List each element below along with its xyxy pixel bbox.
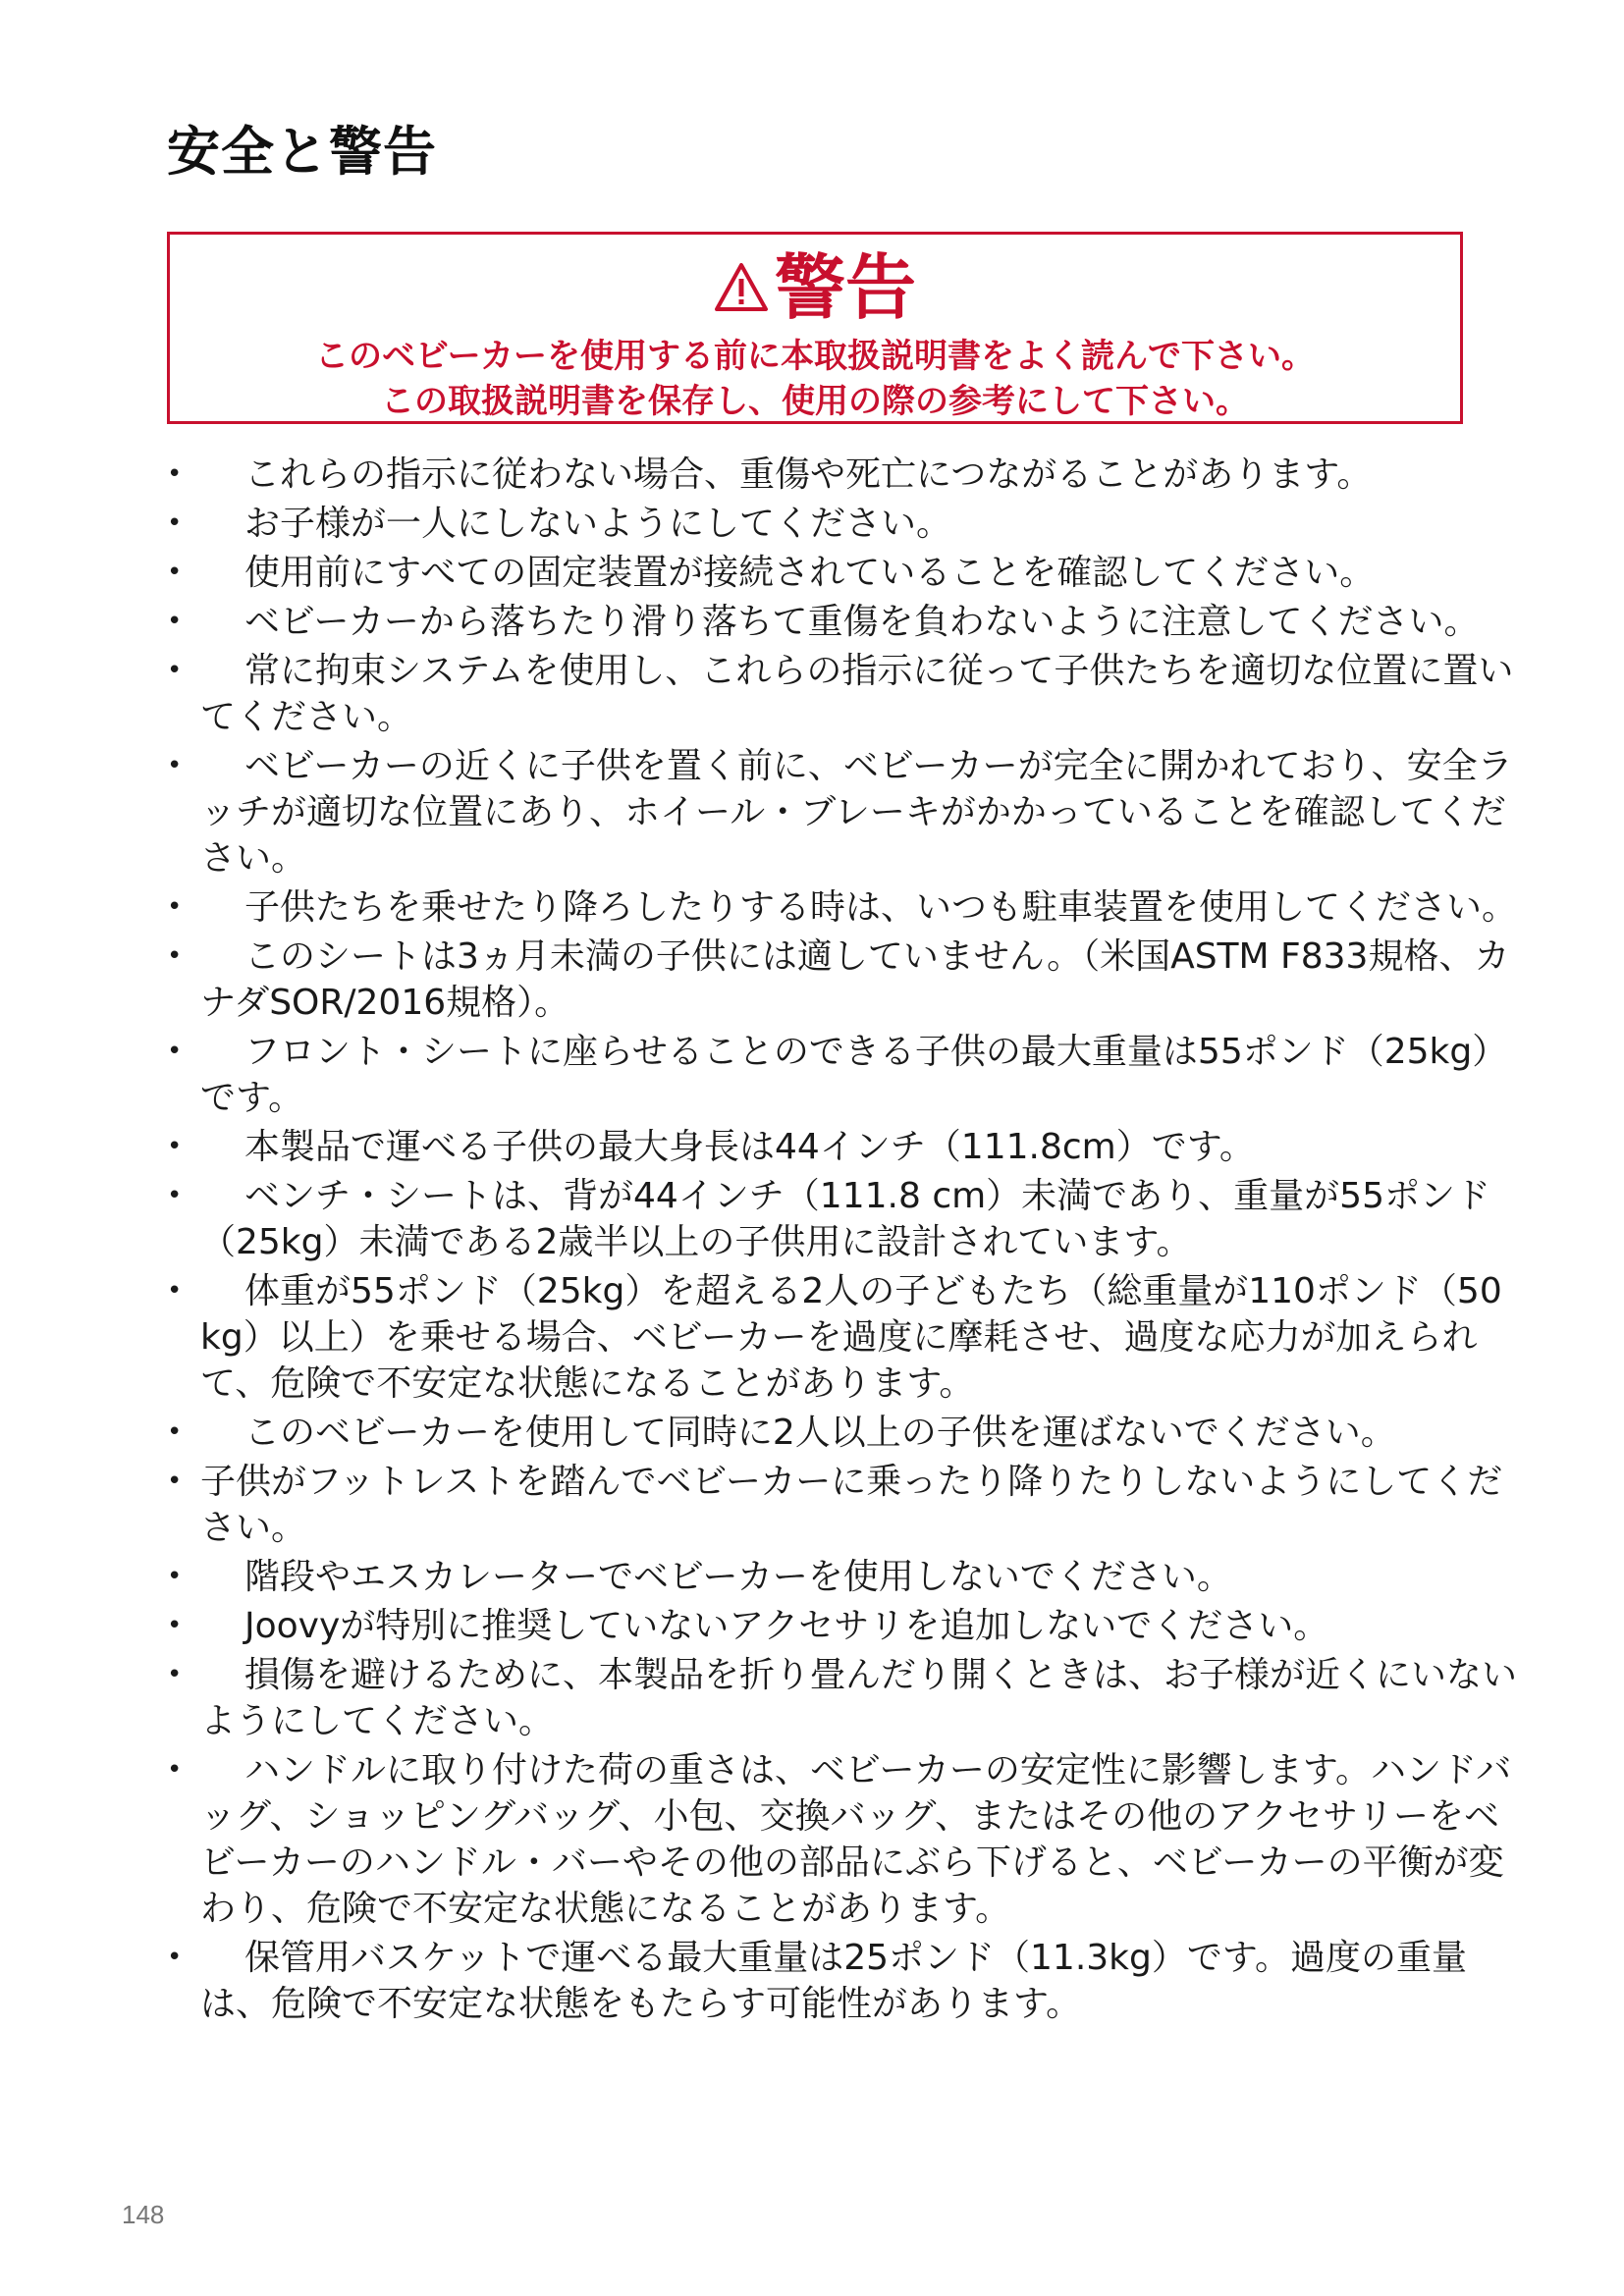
list-item: • これらの指示に従わない場合、重傷や死亡につながることがあります。 — [167, 452, 1522, 498]
list-item: • 損傷を避けるために、本製品を折り畳んだり開くときは、お子様が近くにいないようにしてください。 — [167, 1652, 1522, 1744]
bullet-icon: • — [167, 1037, 183, 1066]
warning-line-1: このベビーカーを使用する前に本取扱説明書をよく読んで下さい。 — [315, 337, 1315, 376]
bullet-icon: • — [167, 1467, 183, 1496]
list-item: • お子様が一人にしないようにしてください。 — [167, 501, 1522, 547]
list-item: • 保管用バスケットで運べる最大重量は25ポンド（11.3kg）です。過度の重量は、危険で不安定な状態をもたらす可能性があります。 — [167, 1935, 1522, 2027]
list-item: • ベビーカーの近くに子供を置く前に、ベビーカーが完全に開かれており、安全ラッチが適切な位置にあり、ホイール・ブレーキがかかっていることを確認してください。 — [167, 743, 1522, 881]
bullet-icon: • — [167, 751, 183, 780]
list-item: • 子供がフットレストを踏んでベビーカーに乗ったり降りたりしないようにしてください。 — [167, 1459, 1522, 1551]
bullet-icon: • — [167, 508, 183, 538]
list-item: • ベンチ・シートは、背が44インチ（111.8 cm）未満であり、重量が55ポンド（25kg）未満である2歳半以上の子供用に設計されています。 — [167, 1173, 1522, 1265]
warning-line-2: この取扱説明書を保存し、使用の際の参考にして下さい。 — [381, 382, 1249, 421]
list-item: • 本製品で運べる子供の最大身長は44インチ（111.8cm）です。 — [167, 1124, 1522, 1170]
warning-triangle-icon — [714, 260, 769, 315]
page-title: 安全と警告 — [167, 121, 437, 183]
list-item: • ベビーカーから落ちたり滑り落ちて重傷を負わないように注意してください。 — [167, 599, 1522, 645]
bullet-icon: • — [167, 1660, 183, 1689]
bullet-icon: • — [167, 1755, 183, 1785]
bullet-icon: • — [167, 459, 183, 489]
bullet-icon: • — [167, 558, 183, 587]
list-item: • このシートは3ヵ月未満の子供には適していません。（米国ASTM F833規格、カナダSOR/2016規格）。 — [167, 934, 1522, 1026]
list-item: • フロント・シートに座らせることのできる子供の最大重量は55ポンド（25kg）です。 — [167, 1029, 1522, 1121]
bullet-icon: • — [167, 656, 183, 685]
bullet-icon: • — [167, 607, 183, 636]
bullet-icon: • — [167, 1276, 183, 1306]
bullet-icon: • — [167, 1132, 183, 1161]
warning-heading — [170, 240, 1460, 335]
list-item: • ハンドルに取り付けた荷の重さは、ベビーカーの安定性に影響します。ハンドバッグ、ショッピングバッグ、小包、交換バッグ、またはその他のアクセサリーをベビーカーのハンドル・バーやその他の部品にぶら下げると、ベビーカーの平衡が変わり、危険で不安定な状態になることがあります。 — [167, 1747, 1522, 1932]
bullet-icon: • — [167, 941, 183, 971]
bullet-icon: • — [167, 1611, 183, 1640]
bullet-icon: • — [167, 1562, 183, 1591]
bullet-icon: • — [167, 1417, 183, 1447]
bullet-icon: • — [167, 1181, 183, 1210]
warning-box — [167, 232, 1463, 424]
list-item: • 子供たちを乗せたり降ろしたりする時は、いつも駐車装置を使用してください。 — [167, 884, 1522, 931]
list-item: • このベビーカーを使用して同時に2人以上の子供を運ばないでください。 — [167, 1410, 1522, 1456]
list-item: • Joovyが特別に推奨していないアクセサリを追加しないでください。 — [167, 1603, 1522, 1649]
safety-warning-list — [167, 452, 1522, 2030]
warning-heading-text: 警告 — [774, 246, 916, 329]
page-number: 148 — [122, 2200, 165, 2229]
bullet-icon: • — [167, 1943, 183, 1972]
list-item: • 使用前にすべての固定装置が接続されていることを確認してください。 — [167, 550, 1522, 596]
list-item: • 常に拘束システムを使用し、これらの指示に従って子供たちを適切な位置に置いてください。 — [167, 648, 1522, 740]
bullet-icon: • — [167, 892, 183, 922]
list-item: • 階段やエスカレーターでベビーカーを使用しないでください。 — [167, 1554, 1522, 1600]
list-item: • 体重が55ポンド（25kg）を超える2人の子どもたち（総重量が110ポンド（50kg）以上）を乗せる場合、ベビーカーを過度に摩耗させ、過度な応力が加えられて、危険で不安定な状態になることがあります。 — [167, 1268, 1522, 1407]
